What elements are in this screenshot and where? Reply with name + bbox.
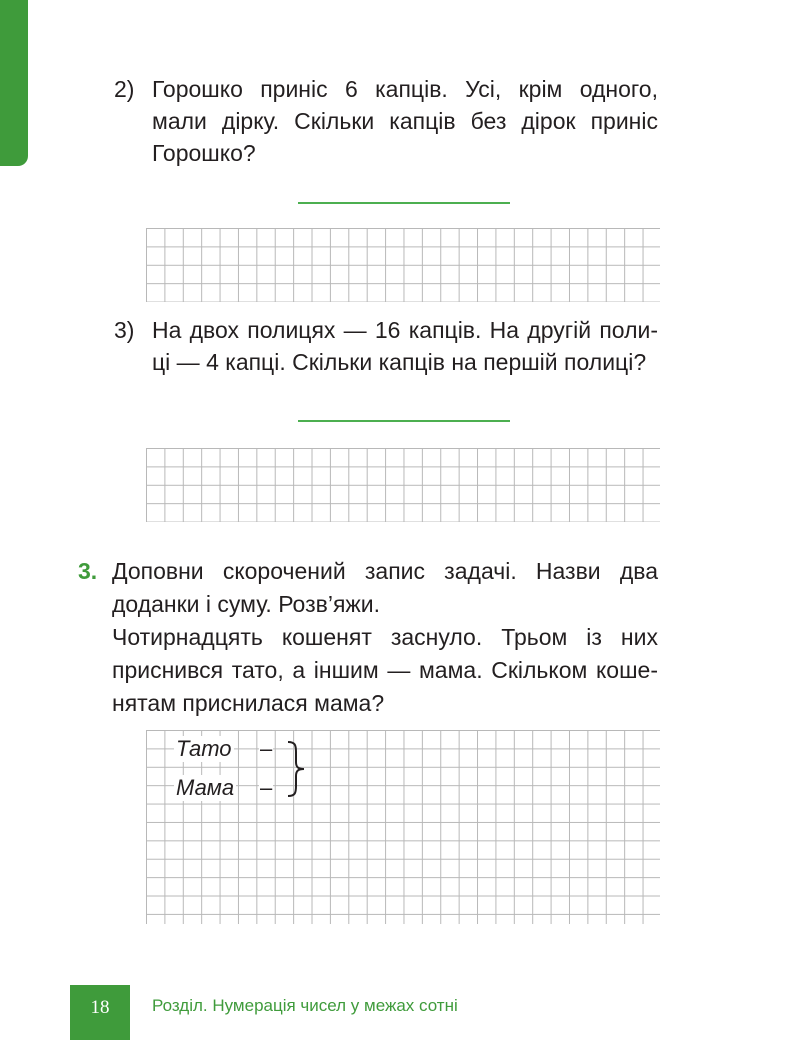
task-3-line-4: приснився тато, а іншим — мама. Скільком коше- [112, 657, 658, 683]
task-3-line-2: доданки і суму. Розв’яжи. [112, 591, 381, 617]
problem-3-line-2: ці — 4 капці. Скільки капців на першій полиці? [152, 349, 647, 375]
task-3 [78, 555, 660, 725]
problem-3-answer-line[interactable] [298, 420, 510, 422]
task-3-number: 3. [78, 558, 98, 584]
chapter-side-tab [0, 0, 28, 166]
problem-3-line-1: На двох полицях — 16 капців. На другій поли- [152, 317, 658, 343]
short-note-dash-tato: – [260, 736, 273, 761]
task-3-line-5: нятам приснилася мама? [112, 690, 385, 716]
task-3-line-1: Доповни скорочений запис задачі. Назви два [112, 558, 658, 584]
short-note-label-tato: Тато [176, 736, 232, 761]
problem-3-work-grid[interactable] [146, 448, 660, 522]
problem-2-line-3: Горошко? [152, 140, 256, 166]
page-number-tab [70, 985, 130, 1040]
problem-2-answer-line[interactable] [298, 202, 510, 204]
problem-2-line-1: Горошко приніс 6 капців. Усі, крім одного, [152, 76, 658, 102]
problem-3-number: 3) [114, 317, 135, 343]
section-title: Розділ. Нумерація чисел у межах сотні [152, 996, 458, 1015]
curly-brace-icon [284, 740, 308, 798]
problem-2-line-2: мали дірку. Скільки капців без дірок приніс [152, 108, 658, 134]
task-3-line-3: Чотирнадцять кошенят заснуло. Трьом із них [112, 624, 658, 650]
problem-2-number: 2) [114, 76, 135, 102]
problem-2 [114, 73, 660, 173]
page-number: 18 [90, 997, 110, 1018]
short-note-dash-mama: – [260, 775, 273, 800]
problem-3 [114, 314, 660, 384]
problem-2-work-grid[interactable] [146, 228, 660, 302]
short-note-label-mama: Мама [176, 775, 235, 800]
